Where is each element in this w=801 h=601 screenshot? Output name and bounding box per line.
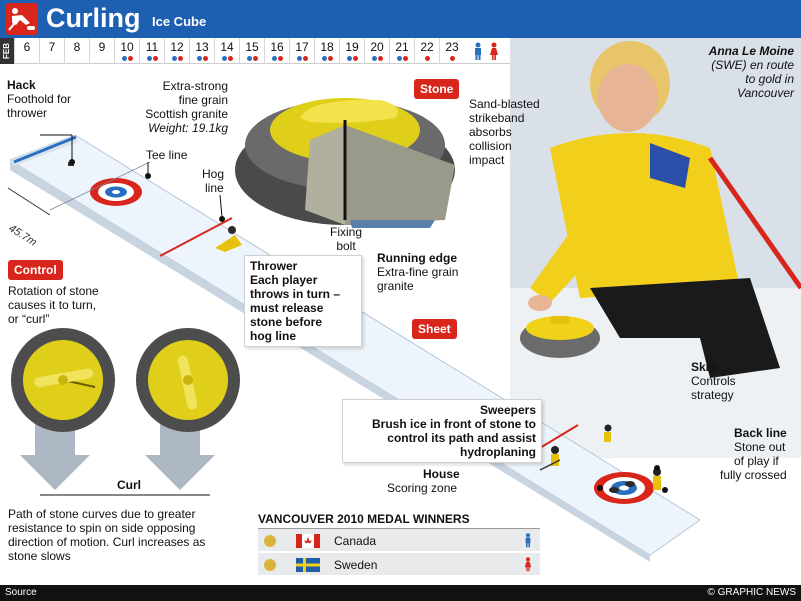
date-number: 10 [120,40,134,54]
date-number: 12 [170,40,184,54]
thrower-callout-line: throws in turn – [250,287,340,301]
event-dots [440,54,464,60]
event-dots [340,54,364,60]
photo-caption-name: Anna Le Moine [708,44,794,58]
women-event-dot [328,56,333,61]
skip-title: Skip [691,360,717,374]
date-cell [414,38,439,64]
date-cell [339,38,364,64]
women-icon [524,556,532,572]
women-event-dot [403,56,408,61]
strikeband-label: impact [469,153,505,167]
date-number: 8 [73,40,81,54]
women-event-dot [203,56,208,61]
running-edge-title: Running edge [377,251,457,265]
sweepers-line: hydroplaning [460,445,536,459]
control-tag: Control [8,260,63,280]
men-event-dot [197,56,202,61]
men-event-dot [172,56,177,61]
hack-label: thrower [7,106,48,120]
house-title: House [423,467,460,481]
running-edge-label: granite [377,279,414,293]
skip-label: Controls [691,374,736,388]
event-dots [215,54,239,60]
page-title: Curling [46,3,141,33]
men-event-dot [122,56,127,61]
date-number: 21 [395,40,409,54]
month-label: FEB [0,38,14,64]
strikeband-label: absorbs [469,125,512,139]
men-icon [473,42,483,60]
women-event-dot [353,56,358,61]
thrower-callout-line: Thrower [250,259,298,273]
men-event-dot [222,56,227,61]
back-line-title: Back line [734,426,787,440]
women-event-dot [128,56,133,61]
date-number: 22 [420,40,434,54]
event-dots [390,54,414,60]
stone-tag: Stone [414,79,459,99]
header-bar [0,0,801,38]
date-cell [189,38,214,64]
date-number: 17 [295,40,309,54]
back-line-label: Stone out [734,440,786,454]
date-cell [14,38,39,64]
curl-label: Curl [113,478,145,492]
footer-bar [0,585,801,601]
curl-description: Path of stone curves due to greater [8,507,196,521]
date-cell [439,38,464,64]
date-cell [39,38,64,64]
event-dots [265,54,289,60]
granite-label: Scottish granite [145,107,228,121]
men-icon [524,532,532,548]
date-number: 19 [345,40,359,54]
back-line-label: fully crossed [720,468,787,482]
event-dots [65,54,89,60]
date-cell [289,38,314,64]
weight-label: Weight: 19.1kg [148,121,228,135]
date-number: 9 [98,40,106,54]
fixing-bolt-label: Fixing [329,225,362,239]
copyright-label: © GRAPHIC NEWS [707,587,796,598]
hog-line-label: line [205,181,224,195]
sweepers-title: Sweepers [479,403,536,417]
country-name: Sweden [334,558,378,572]
event-dots [315,54,339,60]
men-event-dot [372,56,377,61]
photo-caption-line: (SWE) en route [711,58,794,72]
strikeband-label: Sand-blasted [469,97,540,111]
skip-label: strategy [691,388,734,402]
thrower-callout-line: hog line [250,329,296,343]
medal-row [258,529,540,553]
strikeband-label: collision [469,139,512,153]
date-number: 13 [195,40,209,54]
control-label: or “curl” [8,312,50,326]
fixing-bolt-label: bolt [336,239,356,253]
medal-table-title: VANCOUVER 2010 MEDAL WINNERS [258,512,540,529]
men-event-dot [347,56,352,61]
event-dots [90,54,114,60]
event-dots [415,54,439,60]
date-number: 11 [145,40,159,54]
control-label: Rotation of stone [8,284,99,298]
women-event-dot [378,56,383,61]
date-cell [114,38,139,64]
medal-table [258,512,540,577]
event-dots [15,54,39,60]
women-event-dot [278,56,283,61]
back-line-label: of play if [734,454,779,468]
photo-caption-line: to gold in [745,72,794,86]
canada-flag-icon [296,534,320,548]
women-event-dot [253,56,258,61]
curl-description: direction of motion. Curl increases as [8,535,206,549]
women-event-dot [303,56,308,61]
granite-label: fine grain [178,93,228,107]
house-label: Scoring zone [387,481,458,495]
sweepers-line: control its path and assist [387,431,536,445]
men-event-dot [397,56,402,61]
men-event-dot [322,56,327,61]
country-name: Canada [334,534,377,548]
curl-description: stone slows [8,549,71,563]
date-cell [139,38,164,64]
control-label: causes it to turn, [8,298,97,312]
hack-label: Foothold for [7,92,72,106]
event-dots [290,54,314,60]
date-cell [64,38,89,64]
date-number: 14 [220,40,234,54]
date-cell [239,38,264,64]
hack-title: Hack [7,78,36,92]
men-event-dot [147,56,152,61]
schedule-bar [0,38,512,64]
curling-logo-icon [6,3,38,35]
date-number: 7 [48,40,56,54]
gold-medal-icon [264,535,276,547]
medal-row [258,553,540,577]
sweden-flag-icon [296,558,320,572]
source-label: Source [5,587,37,598]
sweepers-line: Brush ice in front of stone to [372,417,536,431]
date-number: 20 [370,40,384,54]
thrower-callout [244,255,362,347]
date-cell [89,38,114,64]
sheet-tag: Sheet [412,319,457,339]
men-event-dot [272,56,277,61]
event-dots [365,54,389,60]
date-cell [264,38,289,64]
venue-subtitle: Ice Cube [152,14,207,29]
thrower-callout-line: must release [250,301,324,315]
date-number: 18 [320,40,334,54]
women-icon [489,42,499,60]
date-number: 16 [270,40,284,54]
date-cell [364,38,389,64]
men-event-dot [297,56,302,61]
thrower-callout-line: stone before [250,315,323,329]
event-dots [165,54,189,60]
curl-description: resistance to spin on side opposing [8,521,196,535]
women-event-dot [450,56,455,61]
date-number: 15 [245,40,259,54]
svg-text:45.7m: 45.7m [6,222,39,249]
men-event-dot [247,56,252,61]
running-edge-label: Extra-fine grain [377,265,459,279]
date-cell [389,38,414,64]
photo-caption-line: Vancouver [737,86,794,100]
event-dots [190,54,214,60]
event-dots [115,54,139,60]
granite-label: Extra-strong [162,79,228,93]
thrower-callout-line: Each player [250,273,318,287]
date-cell [214,38,239,64]
women-event-dot [228,56,233,61]
event-dots [140,54,164,60]
event-dots [240,54,264,60]
date-cell [314,38,339,64]
date-number: 23 [445,40,459,54]
event-dots [40,54,64,60]
women-event-dot [178,56,183,61]
women-event-dot [425,56,430,61]
women-event-dot [153,56,158,61]
tee-line-label: Tee line [146,148,188,162]
hog-line-label: Hog [202,167,225,181]
gold-medal-icon [264,559,276,571]
date-cell [164,38,189,64]
strikeband-label: strikeband [469,111,525,125]
sweepers-callout [342,399,542,463]
date-number: 6 [23,40,31,54]
